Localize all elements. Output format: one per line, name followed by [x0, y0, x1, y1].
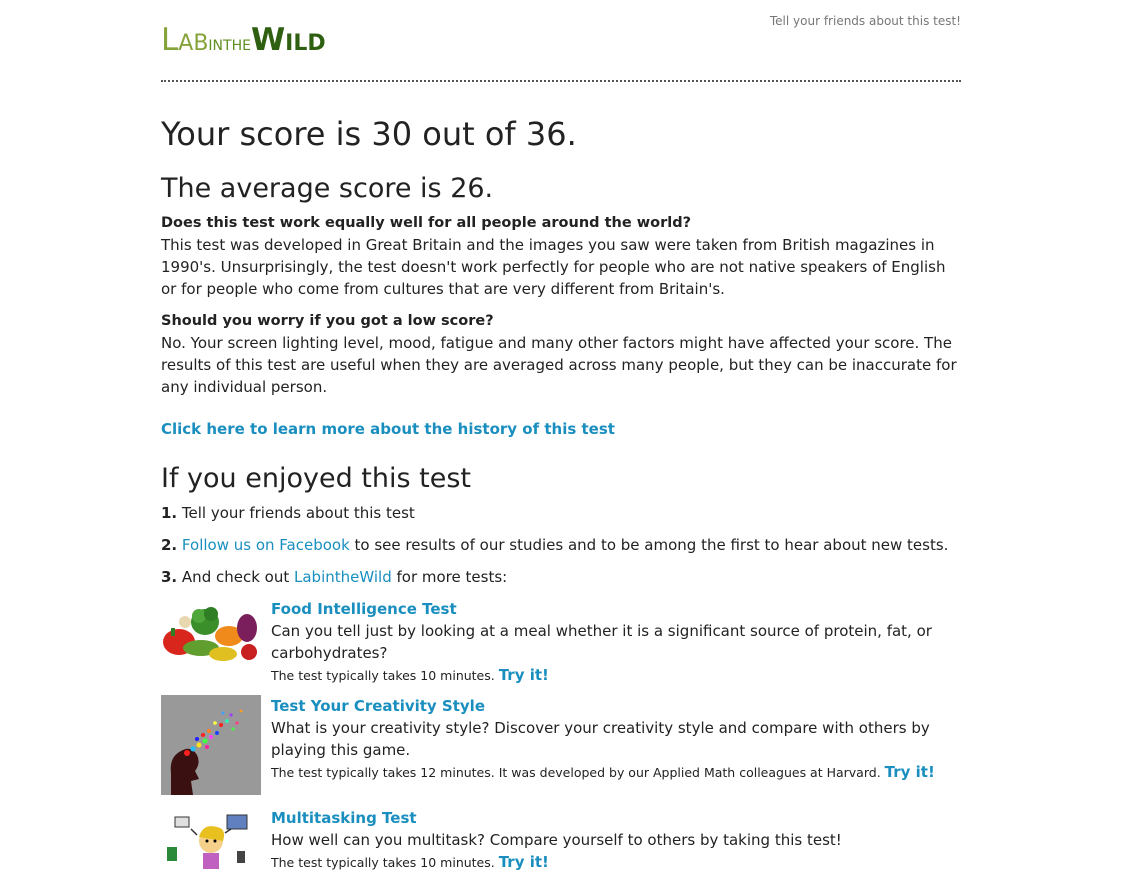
step-text: for more tests:: [391, 568, 508, 586]
header: [161, 0, 961, 82]
faq-question: Does this test work equally well for all people around the world?: [161, 215, 691, 231]
vegetables-image-icon: [161, 598, 261, 666]
test-duration: The test typically takes 10 minutes.: [271, 855, 499, 870]
step-number: 3.: [161, 568, 178, 586]
step-3: [161, 566, 961, 588]
history-link[interactable]: Click here to learn more about the history of this test: [161, 420, 615, 438]
test-item-food: [161, 598, 961, 687]
test-description: What is your creativity style? Discover your creativity style and compare with others by playing this game.: [271, 719, 930, 759]
creativity-head-image-icon: [161, 695, 261, 795]
step-1: [161, 502, 961, 524]
labinthewild-logo[interactable]: [161, 20, 326, 63]
step-2: [161, 534, 961, 556]
step-number: 1.: [161, 504, 178, 522]
step-text: Tell your friends about this test: [181, 504, 415, 522]
enjoy-heading: If you enjoyed this test: [161, 463, 471, 494]
average-score-heading: The average score is 26.: [161, 173, 494, 204]
test-duration: The test typically takes 10 minutes.: [271, 668, 499, 683]
test-note: [271, 664, 961, 687]
logo-inthe: inthe: [208, 31, 251, 55]
test-duration: The test typically takes 12 minutes. It was developed by our Applied Math colleagues at Harvard.: [271, 765, 885, 780]
test-info: [271, 807, 961, 875]
test-description: How well can you multitask? Compare yourself to others by taking this test!: [271, 831, 842, 849]
facebook-link[interactable]: Follow us on Facebook: [181, 536, 350, 554]
try-it-link[interactable]: Try it!: [884, 763, 935, 781]
multitasking-thumbnail[interactable]: [161, 807, 261, 875]
logo-lab: Lab: [161, 22, 209, 58]
tell-friends-link[interactable]: Tell your friends about this test!: [769, 14, 961, 28]
faq-answer: This test was developed in Great Britain and the images you saw were taken from British magazines in 1990's. Unsurprisingly, the test doesn't work perfectly for people who are not native speakers of English or for people who come from cultures that are very different from Britain's.: [161, 236, 946, 298]
try-it-link[interactable]: Try it!: [498, 666, 549, 684]
test-info: [271, 598, 961, 687]
labinthewild-link[interactable]: LabintheWild: [294, 568, 392, 586]
faq-answer: No. Your screen lighting level, mood, fatigue and many other factors might have affected your score. The results of this test are useful when they are averaged across many people, but they can be inaccurate for any individual person.: [161, 334, 957, 396]
faq-question: Should you worry if you got a low score?: [161, 313, 494, 329]
test-description: Can you tell just by looking at a meal whether it is a significant source of protein, fat, or carbohydrates?: [271, 622, 932, 662]
test-note: [271, 851, 961, 874]
test-item-multitasking: [161, 807, 961, 875]
page: [161, 0, 961, 875]
step-text: And check out: [181, 568, 294, 586]
test-title-link[interactable]: Food Intelligence Test: [271, 600, 457, 618]
logo-wild: Wild: [250, 22, 326, 58]
test-title-link[interactable]: Multitasking Test: [271, 809, 417, 827]
step-text: to see results of our studies and to be among the first to hear about new tests.: [349, 536, 949, 554]
test-note: [271, 761, 961, 784]
step-number: 2.: [161, 536, 178, 554]
test-item-creativity: [161, 695, 961, 799]
multitasking-cartoon-image-icon: [161, 807, 261, 871]
score-heading: Your score is 30 out of 36.: [161, 115, 577, 153]
test-title-link[interactable]: Test Your Creativity Style: [271, 697, 485, 715]
try-it-link[interactable]: Try it!: [498, 853, 549, 871]
test-info: [271, 695, 961, 799]
faq-block-1: [161, 212, 961, 300]
faq-block-2: [161, 310, 961, 398]
creativity-thumbnail[interactable]: [161, 695, 261, 799]
food-thumbnail[interactable]: [161, 598, 261, 687]
